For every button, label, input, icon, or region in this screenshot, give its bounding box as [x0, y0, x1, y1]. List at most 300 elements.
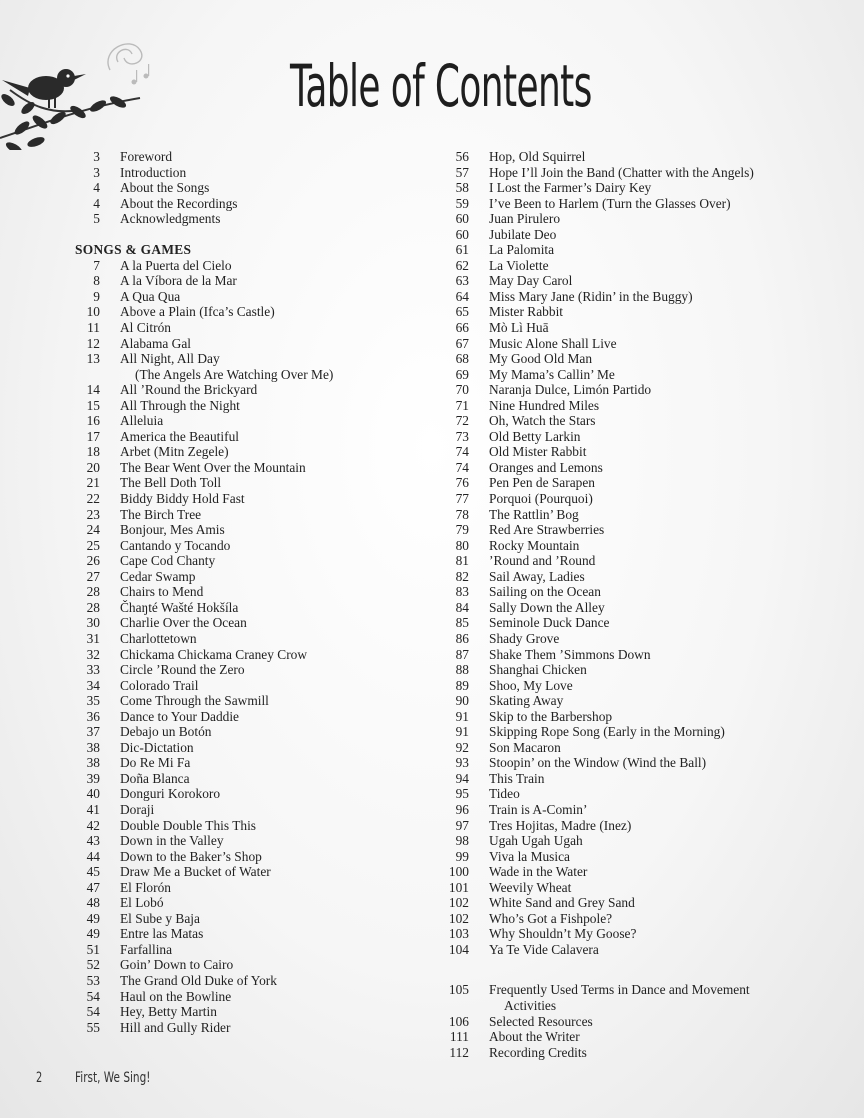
- toc-entry-title: My Mama’s Callin’ Me: [489, 366, 615, 382]
- front-matter-list: [60, 149, 400, 227]
- toc-entry-title: I’ve Been to Harlem (Turn the Glasses Over): [489, 195, 731, 211]
- toc-entry-title: Tideo: [489, 786, 520, 802]
- page-footer: [36, 1070, 176, 1086]
- toc-entry-title: Wade in the Water: [489, 864, 588, 880]
- toc-page-number: 3: [93, 164, 100, 180]
- toc-entry-title: Skip to the Barbershop: [489, 708, 613, 724]
- toc-page-number: 62: [455, 257, 469, 273]
- toc-entry: [440, 880, 850, 896]
- toc-entry: [440, 304, 850, 320]
- toc-entry: [60, 320, 400, 336]
- toc-page-number: 97: [455, 817, 469, 833]
- toc-entry-title: El Lobó: [120, 895, 164, 911]
- toc-page-number: 25: [86, 537, 100, 553]
- toc-entry-title: Son Macaron: [489, 739, 561, 755]
- toc-page-number: 11: [87, 320, 100, 336]
- toc-entry: [60, 538, 400, 554]
- toc-entry-title: Weevily Wheat: [489, 879, 572, 895]
- toc-page-number: 68: [455, 351, 469, 367]
- toc-page-number: 104: [448, 941, 469, 957]
- toc-entry: [60, 864, 400, 880]
- toc-entry: [440, 242, 850, 258]
- toc-entry-title: Colorado Trail: [120, 677, 199, 693]
- toc-entry-title: Acknowledgments: [120, 211, 221, 227]
- toc-entry: [60, 460, 400, 476]
- toc-entry-title: Old Mister Rabbit: [489, 444, 587, 460]
- toc-entry: [440, 367, 850, 383]
- toc-page-number: 44: [86, 848, 100, 864]
- toc-page-number: 59: [455, 195, 469, 211]
- toc-entry: [440, 444, 850, 460]
- toc-page-number: [60, 367, 120, 383]
- toc-page-number: 73: [455, 428, 469, 444]
- toc-entry-title: Naranja Dulce, Limón Partido: [489, 382, 652, 398]
- toc-page-number: 49: [86, 910, 100, 926]
- toc-entry: [440, 336, 850, 352]
- toc-entry: [60, 755, 400, 771]
- toc-entry: [440, 600, 850, 616]
- toc-page-number: 20: [86, 459, 100, 475]
- toc-entry: [60, 398, 400, 414]
- toc-entry-title: Cedar Swamp: [120, 568, 196, 584]
- toc-entry-title: Double Double This This: [120, 817, 257, 833]
- toc-entry-title: Rocky Mountain: [489, 537, 580, 553]
- toc-entry-title: Hop, Old Squirrel: [489, 149, 586, 164]
- toc-page-number: 48: [86, 895, 100, 911]
- toc-entry: [440, 258, 850, 274]
- toc-entry-title: Oranges and Lemons: [489, 459, 603, 475]
- toc-entry: [440, 553, 850, 569]
- toc-entry-title: A la Puerta del Cielo: [120, 257, 232, 273]
- toc-entry: [60, 1020, 400, 1036]
- toc-entry-title: Donguri Korokoro: [120, 786, 221, 802]
- toc-entry: [60, 289, 400, 305]
- toc-entry: [60, 849, 400, 865]
- toc-entry: [440, 926, 850, 942]
- toc-entry: [440, 398, 850, 414]
- toc-entry-title: Cantando y Tocando: [120, 537, 231, 553]
- toc-entry-title: Music Alone Shall Live: [489, 335, 617, 351]
- toc-entry-title: Pen Pen de Sarapen: [489, 475, 595, 491]
- toc-entry: [60, 413, 400, 429]
- toc-page-number: 26: [86, 553, 100, 569]
- toc-entry: [60, 631, 400, 647]
- toc-page-number: 95: [455, 786, 469, 802]
- toc-page-number: 47: [86, 879, 100, 895]
- toc-entry-title: Arbet (Mitn Zegele): [120, 444, 229, 460]
- toc-entry-title: Skipping Rope Song (Early in the Morning): [489, 724, 725, 740]
- toc-entry: [60, 382, 400, 398]
- book-title: First, We Sing!: [75, 1070, 151, 1086]
- toc-entry-title: Shady Grove: [489, 630, 560, 646]
- toc-entry-title: The Bear Went Over the Mountain: [120, 459, 306, 475]
- toc-page-number: 96: [455, 801, 469, 817]
- toc-entry-title: Entre las Matas: [120, 926, 204, 942]
- toc-entry: [60, 724, 400, 740]
- toc-page-number: 58: [455, 180, 469, 196]
- toc-entry: [440, 413, 850, 429]
- toc-entry-title: Oh, Watch the Stars: [489, 413, 596, 429]
- toc-entry: [60, 647, 400, 663]
- toc-entry: [60, 786, 400, 802]
- toc-entry: [440, 149, 850, 165]
- toc-entry: [60, 211, 400, 227]
- toc-entry-title: Do Re Mi Fa: [120, 755, 191, 771]
- toc-page-number: 24: [86, 522, 100, 538]
- toc-page-number: 91: [455, 708, 469, 724]
- toc-page-number: 31: [86, 630, 100, 646]
- toc-entry-title: Charlottetown: [120, 630, 197, 646]
- toc-page-number: 93: [455, 755, 469, 771]
- toc-entry-title: Biddy Biddy Hold Fast: [120, 491, 245, 507]
- toc-page-number: 106: [448, 1013, 469, 1029]
- toc-entry-title: Mò Lì Huā: [489, 320, 549, 336]
- toc-entry: [440, 895, 850, 911]
- toc-entry-title: All Through the Night: [120, 397, 240, 413]
- toc-entry-title: Porquoi (Pourquoi): [489, 491, 593, 507]
- toc-entry: [440, 771, 850, 787]
- toc-entry-title: Old Betty Larkin: [489, 428, 581, 444]
- toc-entry-title: Dance to Your Daddie: [120, 708, 240, 724]
- toc-entry-title: Stoopin’ on the Window (Wind the Ball): [489, 755, 707, 771]
- toc-page-number: 91: [455, 724, 469, 740]
- toc-entry: [60, 522, 400, 538]
- toc-page-number: 61: [455, 242, 469, 258]
- toc-entry: [60, 942, 400, 958]
- toc-page-number: 18: [86, 444, 100, 460]
- toc-entry: [60, 475, 400, 491]
- toc-page-number: 99: [455, 848, 469, 864]
- toc-entry: [60, 818, 400, 834]
- toc-entry-title: Nine Hundred Miles: [489, 397, 600, 413]
- toc-entry: [60, 367, 400, 383]
- toc-entry: [440, 382, 850, 398]
- toc-entry: [60, 1004, 400, 1020]
- toc-page-number: 34: [86, 677, 100, 693]
- toc-entry: [60, 709, 400, 725]
- toc-entry-title: Hill and Gully Rider: [120, 1019, 231, 1035]
- toc-entry-title: Juan Pirulero: [489, 211, 561, 227]
- toc-entry-title: About the Writer: [489, 1029, 580, 1045]
- toc-page-number: 92: [455, 739, 469, 755]
- toc-entry: [440, 460, 850, 476]
- toc-entry-title: Al Citrón: [120, 320, 171, 336]
- toc-page-number: 84: [455, 599, 469, 615]
- toc-entry-title: Shake Them ’Simmons Down: [489, 646, 651, 662]
- toc-entry-title: The Birch Tree: [120, 506, 202, 522]
- toc-entry: [60, 258, 400, 274]
- toc-entry: [60, 507, 400, 523]
- toc-page-number: 36: [86, 708, 100, 724]
- toc-entry: [440, 273, 850, 289]
- toc-entry: [440, 320, 850, 336]
- toc-page-number: 81: [455, 553, 469, 569]
- toc-page-number: 45: [86, 864, 100, 880]
- toc-entry: [440, 507, 850, 523]
- back-matter-list: [440, 982, 850, 1060]
- toc-page-number: 38: [86, 755, 100, 771]
- toc-entry-title: Debajo un Botón: [120, 724, 212, 740]
- toc-entry-title: Activities: [504, 997, 557, 1013]
- toc-page-number: 12: [86, 335, 100, 351]
- songbird-on-branch-icon: [0, 30, 160, 150]
- toc-entry: [60, 662, 400, 678]
- toc-entry: [440, 475, 850, 491]
- toc-entry: [60, 584, 400, 600]
- toc-entry-title: Recording Credits: [489, 1044, 587, 1060]
- toc-page-number: 74: [455, 444, 469, 460]
- toc-page-number: 67: [455, 335, 469, 351]
- toc-entry: [60, 989, 400, 1005]
- toc-page-number: 9: [93, 288, 100, 304]
- toc-entry-title: La Palomita: [489, 242, 555, 258]
- toc-entry-title: The Grand Old Duke of York: [120, 972, 277, 988]
- toc-page-number: 54: [86, 1004, 100, 1020]
- toc-page-number: 86: [455, 630, 469, 646]
- toc-entry: [440, 180, 850, 196]
- toc-entry: [440, 849, 850, 865]
- toc-entry-title: This Train: [489, 770, 545, 786]
- toc-entry: [440, 818, 850, 834]
- toc-page-number: 112: [449, 1044, 469, 1060]
- toc-page-number: 69: [455, 366, 469, 382]
- songs-list-left: [60, 258, 400, 1035]
- toc-left-column: [60, 149, 400, 1035]
- toc-entry-title: Haul on the Bowline: [120, 988, 232, 1004]
- toc-entry-title: Sally Down the Alley: [489, 599, 605, 615]
- toc-entry: [440, 833, 850, 849]
- toc-entry: [440, 724, 850, 740]
- toc-entry: [60, 553, 400, 569]
- toc-entry: [440, 1029, 850, 1045]
- toc-page-number: 82: [455, 568, 469, 584]
- toc-entry-title: (The Angels Are Watching Over Me): [135, 366, 334, 382]
- toc-entry: [60, 180, 400, 196]
- toc-entry: [60, 165, 400, 181]
- toc-entry-title: Draw Me a Bucket of Water: [120, 864, 271, 880]
- toc-page-number: 71: [455, 397, 469, 413]
- toc-page-number: 51: [86, 941, 100, 957]
- toc-entry-title: Alleluia: [120, 413, 164, 429]
- toc-page-number: 4: [93, 195, 100, 211]
- toc-entry: [60, 895, 400, 911]
- toc-entry: [440, 911, 850, 927]
- toc-page-number: 27: [86, 568, 100, 584]
- toc-page-number: 102: [448, 895, 469, 911]
- toc-entry: [440, 289, 850, 305]
- toc-page-number: 88: [455, 662, 469, 678]
- toc-entry-title: Hey, Betty Martin: [120, 1004, 217, 1020]
- songs-list-right: [440, 149, 850, 957]
- toc-entry: [440, 693, 850, 709]
- toc-page-number: 21: [86, 475, 100, 491]
- toc-entry-title: Jubilate Deo: [489, 226, 557, 242]
- toc-page-number: 35: [86, 693, 100, 709]
- toc-entry: [60, 149, 400, 165]
- toc-page-number: 55: [86, 1019, 100, 1035]
- toc-entry-title: Dic-Dictation: [120, 739, 194, 755]
- toc-entry-title: The Bell Doth Toll: [120, 475, 222, 491]
- toc-page-number: 101: [448, 879, 469, 895]
- toc-entry: [60, 491, 400, 507]
- toc-entry: [440, 678, 850, 694]
- toc-entry: [60, 615, 400, 631]
- toc-page-number: 90: [455, 693, 469, 709]
- toc-entry-title: Doña Blanca: [120, 770, 190, 786]
- toc-entry-title: Viva la Musica: [489, 848, 571, 864]
- toc-entry-title: Ugah Ugah Ugah: [489, 833, 583, 849]
- toc-page-number: 83: [455, 584, 469, 600]
- toc-page-number: 16: [86, 413, 100, 429]
- toc-entry-title: My Good Old Man: [489, 351, 593, 367]
- toc-page-number: 87: [455, 646, 469, 662]
- toc-entry-title: Chairs to Mend: [120, 584, 204, 600]
- toc-page-number: 4: [93, 180, 100, 196]
- toc-entry: [440, 491, 850, 507]
- toc-entry: [60, 973, 400, 989]
- toc-entry-title: Doraji: [120, 801, 155, 817]
- page-title: Table of Contents: [290, 52, 592, 120]
- toc-entry-title: May Day Carol: [489, 273, 573, 289]
- toc-page-number: 65: [455, 304, 469, 320]
- toc-page-number: 33: [86, 662, 100, 678]
- toc-page-number: 15: [86, 397, 100, 413]
- toc-page-number: 43: [86, 833, 100, 849]
- toc-entry: [440, 786, 850, 802]
- toc-entry: [60, 429, 400, 445]
- toc-entry-title: Foreword: [120, 149, 173, 164]
- toc-entry-title: Bonjour, Mes Amis: [120, 522, 225, 538]
- toc-page-number: 66: [455, 320, 469, 336]
- toc-entry-title: Come Through the Sawmill: [120, 693, 269, 709]
- toc-page-number: 41: [86, 801, 100, 817]
- toc-entry: [60, 273, 400, 289]
- toc-entry-title: ’Round and ’Round: [489, 553, 596, 569]
- toc-entry: [440, 864, 850, 880]
- toc-entry: [440, 522, 850, 538]
- toc-entry: [440, 227, 850, 243]
- toc-page-number: 60: [455, 226, 469, 242]
- toc-entry: [60, 678, 400, 694]
- toc-entry: [440, 1045, 850, 1061]
- toc-page-number: 94: [455, 770, 469, 786]
- toc-page-number: 53: [86, 972, 100, 988]
- toc-page-number: 28: [86, 584, 100, 600]
- toc-entry-title: Miss Mary Jane (Ridin’ in the Buggy): [489, 288, 693, 304]
- toc-entry: [440, 709, 850, 725]
- toc-entry-title: Charlie Over the Ocean: [120, 615, 247, 631]
- toc-entry: [440, 165, 850, 181]
- toc-entry-title: America the Beautiful: [120, 428, 239, 444]
- toc-entry-title: Chickama Chickama Craney Crow: [120, 646, 308, 662]
- toc-page-number: 52: [86, 957, 100, 973]
- toc-entry-title: Frequently Used Terms in Dance and Movement: [489, 982, 750, 998]
- toc-entry-title: Selected Resources: [489, 1013, 593, 1029]
- toc-entry-title: Goin’ Down to Cairo: [120, 957, 234, 973]
- toc-entry-title: Shanghai Chicken: [489, 662, 587, 678]
- toc-entry: [440, 942, 850, 958]
- toc-entry: [440, 662, 850, 678]
- toc-page-number: 76: [455, 475, 469, 491]
- toc-entry: [440, 569, 850, 585]
- toc-entry-title: Hope I’ll Join the Band (Chatter with the Angels): [489, 164, 754, 180]
- toc-entry-title: Down in the Valley: [120, 833, 224, 849]
- toc-page-number: 14: [86, 382, 100, 398]
- toc-entry-title: A Qua Qua: [120, 288, 181, 304]
- toc-entry: [440, 740, 850, 756]
- toc-entry-title: Sail Away, Ladies: [489, 568, 585, 584]
- toc-entry-title: Skating Away: [489, 693, 564, 709]
- toc-entry-title: Farfallina: [120, 941, 173, 957]
- toc-page-number: 8: [93, 273, 100, 289]
- toc-entry-title: Cape Cod Chanty: [120, 553, 216, 569]
- toc-entry: [440, 538, 850, 554]
- toc-entry-title: Above a Plain (Ifca’s Castle): [120, 304, 275, 320]
- toc-entry: [440, 1014, 850, 1030]
- toc-page-number: 56: [455, 149, 469, 164]
- toc-page-number: 38: [86, 739, 100, 755]
- toc-page-number: 70: [455, 382, 469, 398]
- toc-entry: [60, 911, 400, 927]
- toc-entry: [440, 615, 850, 631]
- toc-page-number: 63: [455, 273, 469, 289]
- toc-entry-title: La Violette: [489, 257, 549, 273]
- toc-entry-title: Seminole Duck Dance: [489, 615, 610, 631]
- toc-entry: [60, 351, 400, 367]
- toc-entry-title: All ’Round the Brickyard: [120, 382, 258, 398]
- toc-entry-title: Mister Rabbit: [489, 304, 564, 320]
- toc-page-number: 28: [86, 599, 100, 615]
- toc-page-number: 111: [449, 1029, 469, 1045]
- toc-entry: [60, 926, 400, 942]
- toc-page-number: 49: [86, 926, 100, 942]
- toc-entry-title: Čhaŋté Wašté Hokšíla: [120, 599, 239, 615]
- toc-page-number: 89: [455, 677, 469, 693]
- toc-entry-title: Red Are Strawberries: [489, 522, 605, 538]
- toc-entry: [60, 771, 400, 787]
- toc-entry: [440, 647, 850, 663]
- section-heading: SONGS & GAMES: [75, 242, 192, 258]
- toc-entry: [60, 833, 400, 849]
- toc-entry: [440, 211, 850, 227]
- toc-entry-title: Circle ’Round the Zero: [120, 662, 245, 678]
- toc-page-number: 23: [86, 506, 100, 522]
- toc-page-number: 22: [86, 491, 100, 507]
- toc-entry-title: Why Shouldn’t My Goose?: [489, 926, 637, 942]
- toc-page-number: 13: [86, 351, 100, 367]
- toc-page-number: 42: [86, 817, 100, 833]
- toc-page-number: 100: [448, 864, 469, 880]
- toc-entry: [60, 444, 400, 460]
- toc-entry-title: Sailing on the Ocean: [489, 584, 601, 600]
- toc-page-number: 98: [455, 833, 469, 849]
- toc-page-number: 17: [86, 428, 100, 444]
- toc-page-number: 64: [455, 288, 469, 304]
- toc-entry: [440, 755, 850, 771]
- toc-entry-title: About the Recordings: [120, 195, 238, 211]
- toc-entry-title: Train is A-Comin’: [489, 801, 588, 817]
- toc-page-number: 7: [93, 257, 100, 273]
- toc-entry-title: A la Víbora de la Mar: [120, 273, 237, 289]
- toc-entry: [60, 880, 400, 896]
- toc-page-number: 39: [86, 770, 100, 786]
- toc-page-number: 60: [455, 211, 469, 227]
- toc-page-number: 80: [455, 537, 469, 553]
- toc-page-number: [440, 998, 489, 1014]
- toc-page-number: 54: [86, 988, 100, 1004]
- toc-entry: [60, 336, 400, 352]
- toc-entry: [60, 569, 400, 585]
